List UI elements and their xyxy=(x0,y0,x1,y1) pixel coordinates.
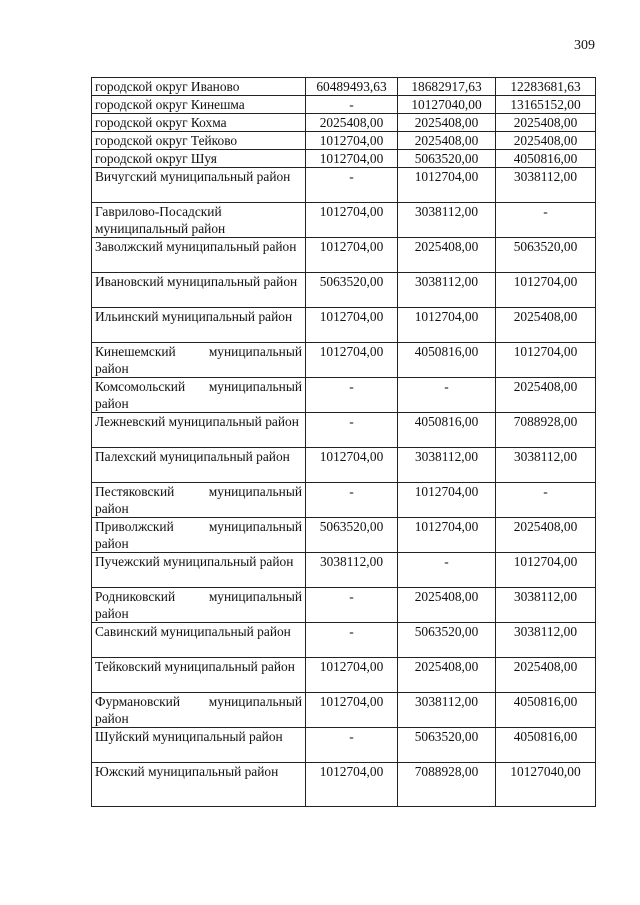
amount-cell-year-2: 2025408,00 xyxy=(398,658,496,693)
amount-cell-year-1: 1012704,00 xyxy=(306,308,398,343)
municipality-name-cell: Тейковский муниципальный район xyxy=(92,658,306,693)
table-row xyxy=(92,553,596,588)
amount-cell-year-3: - xyxy=(496,203,596,238)
amount-cell-year-3: 2025408,00 xyxy=(496,308,596,343)
amount-cell-year-1: 2025408,00 xyxy=(306,114,398,132)
municipality-name-cell: Комсомольский муниципальный район xyxy=(92,378,306,413)
table-row xyxy=(92,413,596,448)
amount-cell-year-3: 4050816,00 xyxy=(496,150,596,168)
amount-cell-year-2: - xyxy=(398,378,496,413)
municipality-name-cell: Савинский муниципальный район xyxy=(92,623,306,658)
municipality-name-cell: Южский муниципальный район xyxy=(92,763,306,807)
amount-cell-year-2: 5063520,00 xyxy=(398,728,496,763)
amount-cell-year-3: 1012704,00 xyxy=(496,343,596,378)
amount-cell-year-2: 1012704,00 xyxy=(398,518,496,553)
amount-cell-year-2: 3038112,00 xyxy=(398,203,496,238)
amount-cell-year-3: 1012704,00 xyxy=(496,273,596,308)
amount-cell-year-2: - xyxy=(398,553,496,588)
table-row xyxy=(92,168,596,203)
amount-cell-year-2: 3038112,00 xyxy=(398,448,496,483)
municipality-name-cell: Пучежский муниципальный район xyxy=(92,553,306,588)
amount-cell-year-1: 1012704,00 xyxy=(306,132,398,150)
amount-cell-year-3: 4050816,00 xyxy=(496,693,596,728)
table-row xyxy=(92,518,596,553)
amount-cell-year-3: 2025408,00 xyxy=(496,132,596,150)
amount-cell-year-1: - xyxy=(306,96,398,114)
amount-cell-year-3: 10127040,00 xyxy=(496,763,596,807)
municipality-name-cell: Шуйский муниципальный район xyxy=(92,728,306,763)
amount-cell-year-2: 2025408,00 xyxy=(398,588,496,623)
amount-cell-year-1: - xyxy=(306,623,398,658)
municipality-name-cell: Ивановский муниципальный район xyxy=(92,273,306,308)
table-row xyxy=(92,96,596,114)
amount-cell-year-2: 2025408,00 xyxy=(398,114,496,132)
amount-cell-year-1: - xyxy=(306,168,398,203)
amount-cell-year-1: - xyxy=(306,378,398,413)
table-row xyxy=(92,658,596,693)
table-row xyxy=(92,483,596,518)
amount-cell-year-3: 2025408,00 xyxy=(496,658,596,693)
amount-cell-year-1: - xyxy=(306,588,398,623)
amount-cell-year-3: 3038112,00 xyxy=(496,588,596,623)
amount-cell-year-2: 5063520,00 xyxy=(398,623,496,658)
amount-cell-year-2: 3038112,00 xyxy=(398,693,496,728)
amount-cell-year-1: 1012704,00 xyxy=(306,658,398,693)
amount-cell-year-2: 1012704,00 xyxy=(398,308,496,343)
amount-cell-year-1: 1012704,00 xyxy=(306,150,398,168)
amount-cell-year-2: 5063520,00 xyxy=(398,150,496,168)
amount-cell-year-1: 1012704,00 xyxy=(306,693,398,728)
amount-cell-year-1: 1012704,00 xyxy=(306,448,398,483)
amount-cell-year-1: 60489493,63 xyxy=(306,78,398,96)
amount-cell-year-1: 5063520,00 xyxy=(306,518,398,553)
table-row xyxy=(92,150,596,168)
amount-cell-year-1: - xyxy=(306,413,398,448)
municipality-name-cell: Гаврилово-Посадский муниципальный район xyxy=(92,203,306,238)
municipality-name-cell: Палехский муниципальный район xyxy=(92,448,306,483)
amount-cell-year-3: 3038112,00 xyxy=(496,448,596,483)
amount-cell-year-1: - xyxy=(306,483,398,518)
table-row xyxy=(92,588,596,623)
amount-cell-year-1: - xyxy=(306,728,398,763)
amount-cell-year-3: 4050816,00 xyxy=(496,728,596,763)
amount-cell-year-1: 1012704,00 xyxy=(306,203,398,238)
amount-cell-year-2: 10127040,00 xyxy=(398,96,496,114)
table-row xyxy=(92,378,596,413)
amount-cell-year-3: 5063520,00 xyxy=(496,238,596,273)
table-row xyxy=(92,343,596,378)
municipality-name-cell: Лежневский муниципальный район xyxy=(92,413,306,448)
municipality-name-cell: Пестяковский муниципальный район xyxy=(92,483,306,518)
table-row xyxy=(92,114,596,132)
page-number: 309 xyxy=(574,38,595,53)
amount-cell-year-1: 5063520,00 xyxy=(306,273,398,308)
amount-cell-year-2: 4050816,00 xyxy=(398,343,496,378)
municipality-name-cell: городской округ Иваново xyxy=(92,78,306,96)
amount-cell-year-3: 13165152,00 xyxy=(496,96,596,114)
municipality-name-cell: Заволжский муниципальный район xyxy=(92,238,306,273)
table-row xyxy=(92,203,596,238)
municipality-name-cell: городской округ Кохма xyxy=(92,114,306,132)
amount-cell-year-3: 3038112,00 xyxy=(496,623,596,658)
amount-cell-year-2: 2025408,00 xyxy=(398,132,496,150)
amount-cell-year-3: 3038112,00 xyxy=(496,168,596,203)
amount-cell-year-2: 18682917,63 xyxy=(398,78,496,96)
table-row xyxy=(92,728,596,763)
municipality-name-cell: Кинешемский муниципальный район xyxy=(92,343,306,378)
amount-cell-year-1: 1012704,00 xyxy=(306,763,398,807)
amount-cell-year-2: 4050816,00 xyxy=(398,413,496,448)
table-row xyxy=(92,763,596,807)
amount-cell-year-1: 1012704,00 xyxy=(306,343,398,378)
table-row xyxy=(92,623,596,658)
amount-cell-year-2: 1012704,00 xyxy=(398,483,496,518)
municipality-name-cell: Родниковский муниципальный район xyxy=(92,588,306,623)
amount-cell-year-3: 2025408,00 xyxy=(496,378,596,413)
amount-cell-year-1: 3038112,00 xyxy=(306,553,398,588)
municipality-name-cell: городской округ Кинешма xyxy=(92,96,306,114)
municipality-name-cell: Ильинский муниципальный район xyxy=(92,308,306,343)
municipality-name-cell: городской округ Тейково xyxy=(92,132,306,150)
allocation-table xyxy=(91,77,596,807)
table-row xyxy=(92,78,596,96)
amount-cell-year-3: 7088928,00 xyxy=(496,413,596,448)
table-row xyxy=(92,448,596,483)
municipality-name-cell: Вичугский муниципальный район xyxy=(92,168,306,203)
amount-cell-year-3: 2025408,00 xyxy=(496,114,596,132)
table-row xyxy=(92,693,596,728)
amount-cell-year-2: 3038112,00 xyxy=(398,273,496,308)
municipality-name-cell: Фурмановский муниципальный район xyxy=(92,693,306,728)
amount-cell-year-3: 12283681,63 xyxy=(496,78,596,96)
table-body xyxy=(92,78,596,807)
table-row xyxy=(92,308,596,343)
table-row xyxy=(92,273,596,308)
amount-cell-year-2: 2025408,00 xyxy=(398,238,496,273)
amount-cell-year-2: 1012704,00 xyxy=(398,168,496,203)
amount-cell-year-3: - xyxy=(496,483,596,518)
amount-cell-year-3: 2025408,00 xyxy=(496,518,596,553)
municipality-name-cell: Приволжский муниципальный район xyxy=(92,518,306,553)
municipality-name-cell: городской округ Шуя xyxy=(92,150,306,168)
amount-cell-year-1: 1012704,00 xyxy=(306,238,398,273)
table-row xyxy=(92,238,596,273)
table-row xyxy=(92,132,596,150)
amount-cell-year-3: 1012704,00 xyxy=(496,553,596,588)
amount-cell-year-2: 7088928,00 xyxy=(398,763,496,807)
